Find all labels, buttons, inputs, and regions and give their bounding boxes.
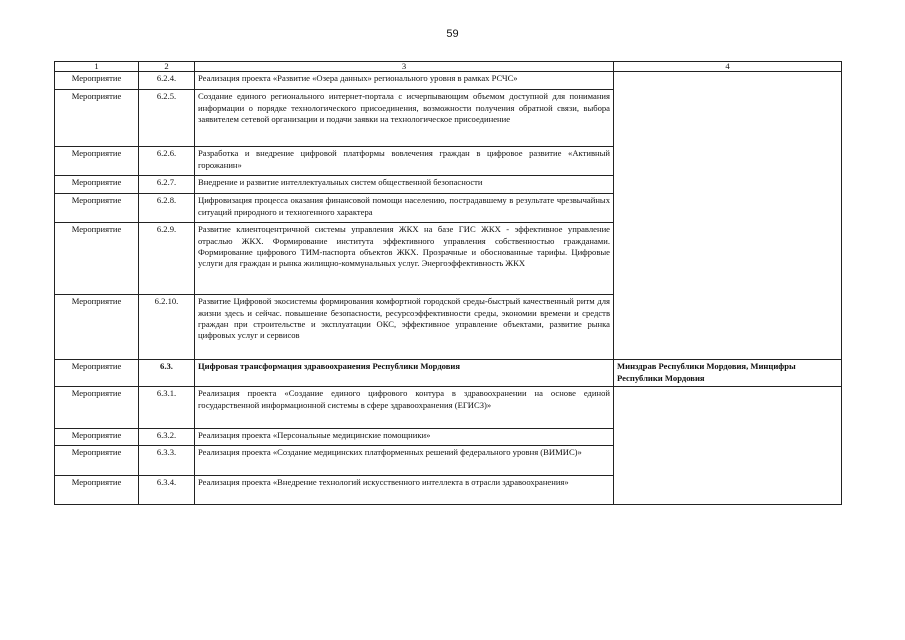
responsible-cell-empty: [614, 387, 842, 505]
row-type: Мероприятие: [55, 176, 139, 194]
row-type: Мероприятие: [55, 223, 139, 295]
row-type: Мероприятие: [55, 476, 139, 505]
row-code: 6.2.10.: [139, 295, 195, 360]
row-description: Реализация проекта «Создание единого цифрового контура в здравоохранении на основе единой государственной информационной системы в сфере здравоохранения (ЕГИСЗ)»: [195, 387, 614, 429]
row-type: Мероприятие: [55, 360, 139, 387]
row-type: Мероприятие: [55, 295, 139, 360]
row-code: 6.2.6.: [139, 147, 195, 176]
row-description: Цифровизация процесса оказания финансовой помощи населению, пострадавшему в результате чрезвычайных ситуаций природного и техногенного характера: [195, 194, 614, 223]
row-description: Внедрение и развитие интеллектуальных систем общественной безопасности: [195, 176, 614, 194]
row-code: 6.3.1.: [139, 387, 195, 429]
responsible-executors: Минздрав Республики Мордовия, Минцифры Республики Мордовия: [614, 360, 842, 387]
row-description: Развитие Цифровой экосистемы формирования комфортной городской среды-быстрый качественный ритм для жизни здесь и сейчас. повышение безопасности, ресурсоэффективности среды, экономии времени и средств граждан при строительстве и эксплуатации ОКС, эффективное управление объектами, развитие рынка цифровых услуг и сервисов: [195, 295, 614, 360]
row-code: 6.2.7.: [139, 176, 195, 194]
row-type: Мероприятие: [55, 429, 139, 446]
column-number-2: 2: [139, 62, 195, 72]
column-number-1: 1: [55, 62, 139, 72]
row-description: Реализация проекта «Создание медицинских платформенных решений федерального уровня (ВИМИС)»: [195, 446, 614, 476]
row-type: Мероприятие: [55, 194, 139, 223]
row-code: 6.3.2.: [139, 429, 195, 446]
row-code: 6.3.4.: [139, 476, 195, 505]
row-code: 6.2.8.: [139, 194, 195, 223]
responsible-cell-empty: [614, 72, 842, 360]
row-code: 6.2.9.: [139, 223, 195, 295]
table-row: [55, 72, 842, 90]
row-type: Мероприятие: [55, 90, 139, 147]
row-description: Реализация проекта «Развитие «Озера данных» регионального уровня в рамках РСЧС»: [195, 72, 614, 90]
page-number: 59: [446, 28, 459, 40]
row-code: 6.3.: [139, 360, 195, 387]
row-type: Мероприятие: [55, 147, 139, 176]
table-row: [55, 387, 842, 429]
row-description: Реализация проекта «Персональные медицинские помощники»: [195, 429, 614, 446]
row-code: 6.2.5.: [139, 90, 195, 147]
table-row-section: [55, 360, 842, 387]
row-code: 6.3.3.: [139, 446, 195, 476]
row-description: Создание единого регионального интернет-портала с исчерпывающим объемом доступной для понимания информации о порядке технологического присоединения, возможности получения обратной связи, выбора заявителем сетевой организации и подачи заявки на технологическое присоединение: [195, 90, 614, 147]
row-description: Реализация проекта «Внедрение технологий искусственного интеллекта в отрасли здравоохранения»: [195, 476, 614, 505]
row-description: Цифровая трансформация здравоохранения Республики Мордовия: [195, 360, 614, 387]
row-description: Развитие клиентоцентричной системы управления ЖКХ на базе ГИС ЖКХ - эффективное управление отраслью ЖКХ. Формирование института эффективного управления собственностью гражданами. Формирование цифрового ТИМ-паспорта объектов ЖКХ. Прозрачные и обоснованные тарифы. Цифровые услуги для граждан и рынка жилищно-коммунальных услуг. Энергоэффективность ЖКХ: [195, 223, 614, 295]
row-type: Мероприятие: [55, 446, 139, 476]
row-description: Разработка и внедрение цифровой платформы вовлечения граждан в цифровое развитие «Активный горожанин»: [195, 147, 614, 176]
row-type: Мероприятие: [55, 387, 139, 429]
column-number-4: 4: [614, 62, 842, 72]
row-code: 6.2.4.: [139, 72, 195, 90]
table-header-row: [55, 62, 842, 72]
column-number-3: 3: [195, 62, 614, 72]
row-type: Мероприятие: [55, 72, 139, 90]
activities-table: [54, 61, 842, 505]
